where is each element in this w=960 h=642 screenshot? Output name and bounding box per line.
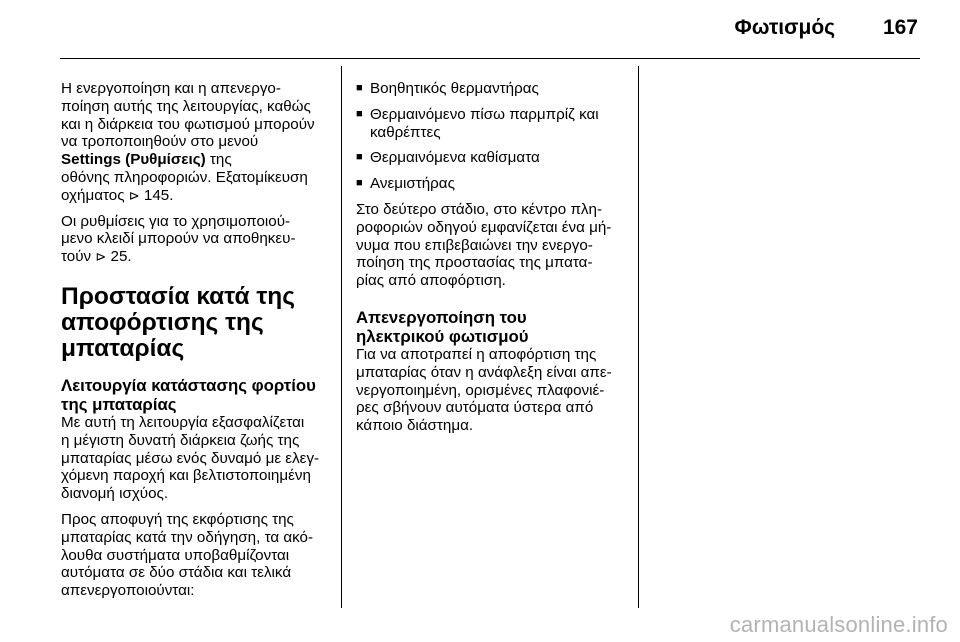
text-line: κάποιο διάστημα.: [356, 417, 474, 435]
text-line: ρες σβήνουν αυτόματα ύστερα από: [356, 399, 594, 417]
key-settings-paragraph: [61, 213, 329, 266]
settings-menu-label: Settings (Ρυθμίσεις): [61, 151, 206, 169]
page-reference[interactable]: 145.: [139, 186, 174, 204]
bullet-square-icon: ■: [356, 107, 363, 120]
text-line: της: [205, 151, 232, 169]
text-line: η μέγιστη δυνατή διάρκεια ζωής της: [61, 431, 300, 449]
lighting-off-paragraph: [356, 346, 624, 435]
column-divider: [638, 66, 639, 608]
page-reference[interactable]: 25.: [106, 248, 132, 266]
heading-line: αποφόρτισης της: [61, 308, 264, 336]
text-line: ροφοριών οδηγού εμφανίζεται ένα μή-: [356, 218, 612, 236]
list-item-label: Βοηθητικός θερμαντήρας: [370, 80, 539, 97]
list-item-label: Θερμαινόμενα καθίσματα: [370, 149, 540, 167]
text-line: και η διάρκεια του φωτισμού μπορούν: [61, 115, 315, 133]
subsection-heading: [356, 308, 624, 346]
text-line: αυτόματα σε δύο στάδια και τελικά: [61, 564, 292, 582]
text-line: νυμα που επιβεβαιώνει την ενεργο-: [356, 236, 593, 254]
watermark: carmanualsonline.info: [729, 612, 948, 637]
text-line: μπαταρίας όταν η ανάφλεξη είναι απε-: [356, 363, 612, 381]
second-stage-paragraph: [356, 201, 624, 290]
text-line: Οι ρυθμίσεις για το χρησιμοποιού-: [61, 212, 291, 230]
text-line: μπαταρίας κατά την οδήγηση, τα ακό-: [61, 528, 314, 546]
discharge-prevention-paragraph: [61, 511, 329, 600]
text-line: τούν: [61, 248, 92, 266]
list-item: [356, 175, 624, 193]
right-column: [356, 80, 624, 443]
heading-line: ηλεκτρικού φωτισμού: [356, 326, 529, 346]
heading-line: Προστασία κατά της: [61, 282, 295, 310]
text-line: διανομή ισχύος.: [61, 485, 169, 503]
text-line: οχήματος: [61, 186, 125, 204]
bullet-square-icon: ■: [356, 177, 363, 190]
header-rule: [60, 58, 920, 59]
column-divider: [341, 66, 342, 608]
text-line: Προς αποφυγή της εκφόρτισης της: [61, 510, 294, 528]
list-item: [356, 106, 624, 142]
text-line: απενεργοποιούνται:: [61, 582, 195, 600]
list-item: [356, 80, 624, 98]
heading-line: μπαταρίας: [61, 334, 185, 362]
text-line: καθρέπτες: [370, 123, 441, 141]
subsection-heading: [61, 376, 329, 414]
text-line: ποίηση αυτής της λειτουργίας, καθώς: [61, 97, 311, 115]
settings-paragraph: [61, 80, 329, 205]
text-line: Η ενεργοποίηση και η απενεργο-: [61, 80, 281, 97]
text-line: να τροποποιηθούν στο μενού: [61, 133, 259, 151]
text-line: οθόνης πληροφοριών. Εξατομίκευση: [61, 168, 308, 186]
page-header: [735, 16, 918, 40]
heading-line: Απενεργοποίηση του: [356, 307, 527, 327]
text-line: ποίηση της προστασίας της μπατα-: [356, 254, 593, 272]
text-line: Για να αποτραπεί η αποφόρτιση της: [356, 345, 597, 363]
text-line: μενο κλειδί μπορούν να αποθηκευ-: [61, 230, 296, 248]
section-heading: [61, 284, 329, 362]
list-item-label: Ανεμιστήρας: [370, 175, 455, 193]
text-line: ρίας από αποφόρτιση.: [356, 272, 506, 290]
text-line: Στο δεύτερο στάδιο, στο κέντρο πλη-: [356, 200, 603, 218]
page-reference-arrow-icon: ⊳: [95, 249, 107, 265]
left-column: [61, 80, 329, 608]
list-item-label: [370, 106, 599, 142]
heading-line: Λειτουργία κατάστασης φορτίου: [61, 375, 316, 395]
bullet-square-icon: ■: [356, 151, 363, 164]
text-line: Με αυτή τη λειτουργία εξασφαλίζεται: [61, 413, 305, 431]
text-line: μπαταρίας μέσω ενός δυναμό με ελεγ-: [61, 449, 320, 467]
page-title: Φωτισμός: [734, 16, 836, 39]
list-item: [356, 149, 624, 167]
text-line: χόμενη παροχή και βελτιστοποιημένη: [61, 467, 311, 485]
text-line: λουθα συστήματα υποβαθμίζονται: [61, 546, 290, 564]
text-line: Θερμαινόμενο πίσω παρμπρίζ και: [370, 105, 599, 123]
bullet-square-icon: ■: [356, 82, 363, 94]
text-line: νεργοποιημένη, ορισμένες πλαφονιέ-: [356, 381, 605, 399]
page-number: 167: [882, 16, 918, 39]
battery-function-paragraph: [61, 414, 329, 503]
page-reference-arrow-icon: ⊳: [128, 187, 140, 203]
heading-line: της μπαταρίας: [61, 394, 177, 414]
